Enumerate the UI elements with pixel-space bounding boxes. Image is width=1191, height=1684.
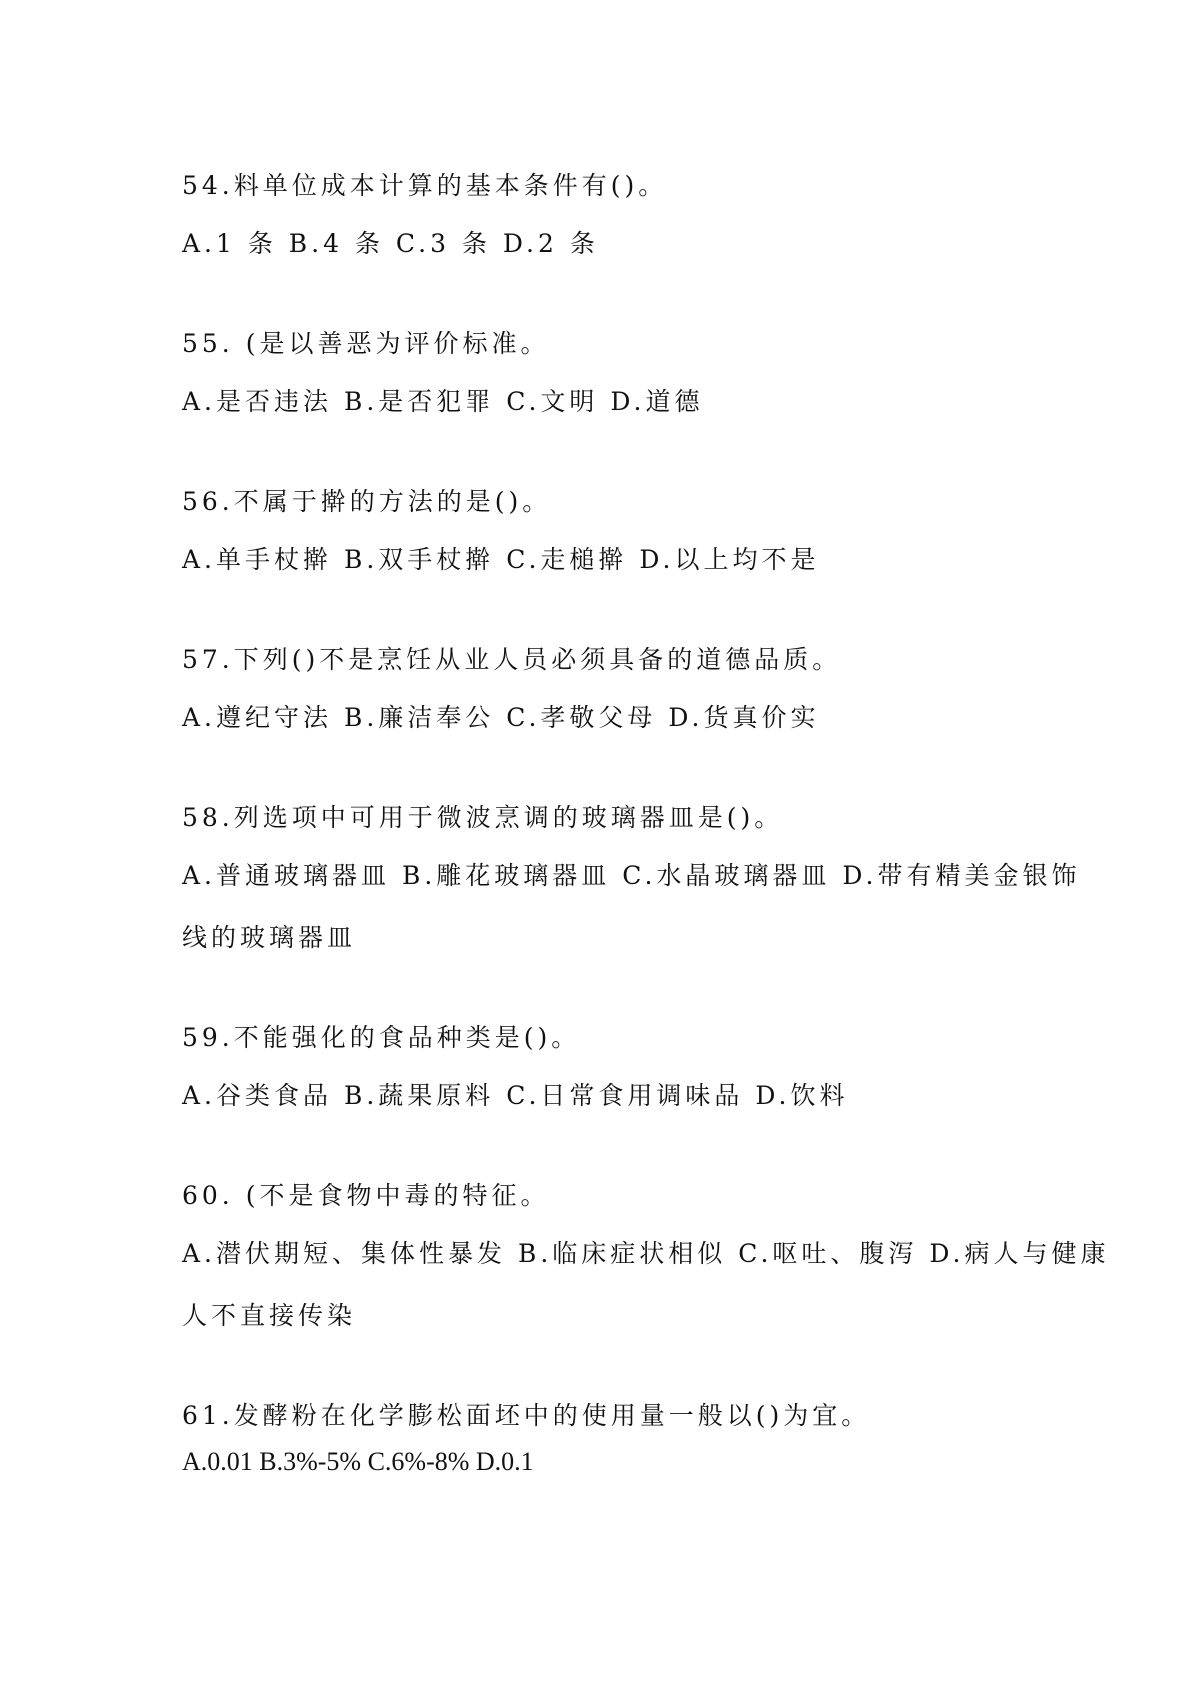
- question-56-options: A.单手杖擀 B.双手杖擀 C.走槌擀 D.以上均不是: [182, 545, 820, 574]
- question-58-options-cont: 线的玻璃器皿: [182, 923, 357, 952]
- question-61-options: A.0.01 B.3%-5% C.6%-8% D.0.1: [182, 1447, 534, 1476]
- question-61-stem: 61.发酵粉在化学膨松面坯中的使用量一般以()为宜。: [182, 1401, 871, 1430]
- question-56-stem: 56.不属于擀的方法的是()。: [182, 487, 552, 516]
- question-55-stem: 55. (是以善恶为评价标准。: [182, 329, 550, 358]
- question-60-stem: 60. (不是食物中毒的特征。: [182, 1181, 550, 1210]
- question-60-options-cont: 人不直接传染: [182, 1301, 357, 1330]
- question-57-stem: 57.下列()不是烹饪从业人员必须具备的道德品质。: [182, 645, 842, 674]
- question-57-options: A.遵纪守法 B.廉洁奉公 C.孝敬父母 D.货真价实: [182, 703, 820, 732]
- question-59-stem: 59.不能强化的食品种类是()。: [182, 1023, 581, 1052]
- question-54-options: A.1 条 B.4 条 C.3 条 D.2 条: [182, 229, 599, 258]
- question-55-options: A.是否违法 B.是否犯罪 C.文明 D.道德: [182, 387, 704, 416]
- question-58-options: A.普通玻璃器皿 B.雕花玻璃器皿 C.水晶玻璃器皿 D.带有精美金银饰: [182, 861, 1081, 890]
- question-58-stem: 58.列选项中可用于微波烹调的玻璃器皿是()。: [182, 803, 784, 832]
- question-54-stem: 54.料单位成本计算的基本条件有()。: [182, 171, 668, 200]
- question-59-options: A.谷类食品 B.蔬果原料 C.日常食用调味品 D.饮料: [182, 1081, 849, 1110]
- question-60-options: A.潜伏期短、集体性暴发 B.临床症状相似 C.呕吐、腹泻 D.病人与健康: [182, 1239, 1110, 1268]
